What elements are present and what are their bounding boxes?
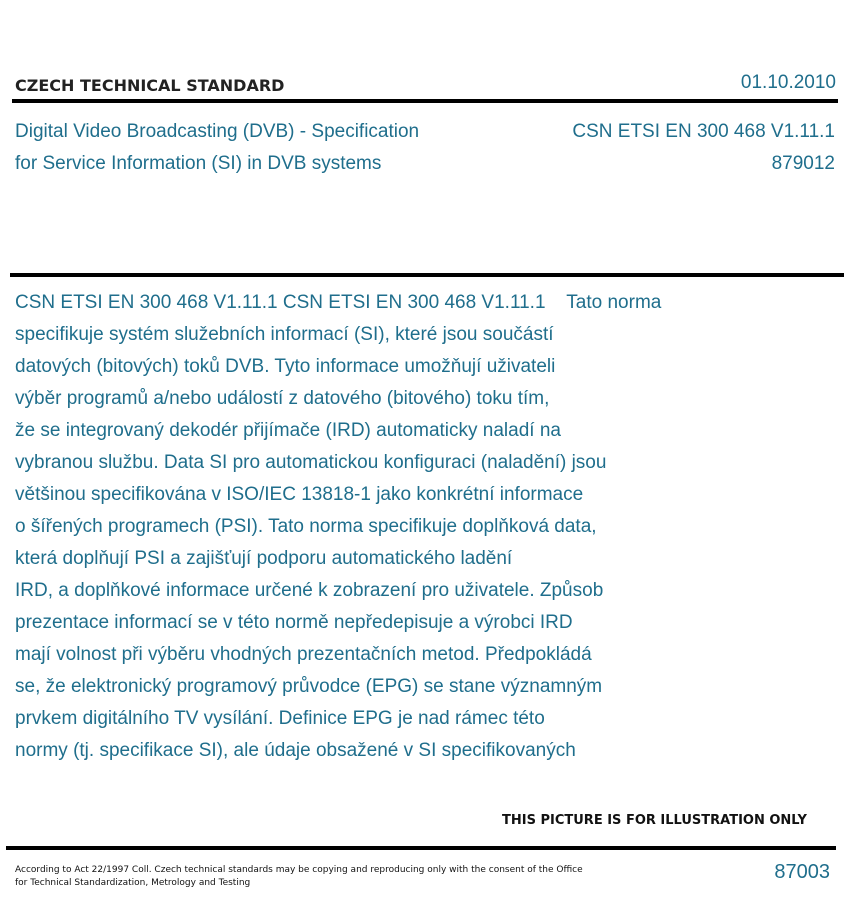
abstract-line: specifikuje systém služebních informací (SI), které jsou součástí — [15, 324, 554, 345]
abstract-line: výběr programů a/nebo událostí z datového (bitového) toku tím, — [15, 388, 550, 409]
document-title — [15, 116, 495, 180]
copyright-line: for Technical Standardization, Metrology and Testing — [15, 878, 251, 888]
abstract-line: prezentace informací se v této normě nepředepisuje a výrobci IRD — [15, 612, 573, 633]
abstract-line: vybranou službu. Data SI pro automatickou konfiguraci (naladění) jsou — [15, 452, 607, 473]
header-rule — [12, 99, 838, 103]
standard-identifier — [572, 116, 835, 180]
abstract-line: normy (tj. specifikace SI), ale údaje obsažené v SI specifikovaných — [15, 740, 576, 761]
illustration-notice: THIS PICTURE IS FOR ILLUSTRATION ONLY — [502, 813, 807, 828]
abstract-line: prvkem digitálního TV vysílání. Definice EPG je nad rámec této — [15, 708, 545, 729]
copyright-line: According to Act 22/1997 Coll. Czech technical standards may be copying and reproducing only with the consent of the Office — [15, 865, 583, 875]
footer-rule — [6, 846, 836, 850]
standard-code: CSN ETSI EN 300 468 V1.11.1 — [572, 121, 835, 142]
copyright-note — [15, 864, 595, 890]
section-rule — [10, 273, 844, 277]
abstract-line: se, že elektronický programový průvodce (EPG) se stane významným — [15, 676, 603, 697]
abstract-line: datových (bitových) toků DVB. Tyto informace umožňují uživateli — [15, 356, 556, 377]
footer-code: 87003 — [774, 861, 830, 883]
abstract-line: CSN ETSI EN 300 468 V1.11.1 CSN ETSI EN 300 468 V1.11.1 Tato norma — [15, 292, 662, 313]
abstract-text — [15, 287, 775, 767]
abstract-line: IRD, a doplňkové informace určené k zobrazení pro uživatele. Způsob — [15, 580, 604, 601]
abstract-line: že se integrovaný dekodér přijímače (IRD) automaticky naladí na — [15, 420, 561, 441]
standard-number: 879012 — [771, 153, 835, 174]
abstract-line: o šířených programech (PSI). Tato norma specifikuje doplňková data, — [15, 516, 597, 537]
abstract-line: mají volnost při výběru vhodných prezentačních metod. Předpokládá — [15, 644, 592, 665]
document-date: 01.10.2010 — [740, 72, 836, 93]
abstract-line: většinou specifikována v ISO/IEC 13818-1 jako konkrétní informace — [15, 484, 584, 505]
document-category: CZECH TECHNICAL STANDARD — [15, 76, 285, 95]
title-line: Digital Video Broadcasting (DVB) - Specification — [15, 121, 420, 142]
abstract-line: která doplňují PSI a zajišťují podporu automatického ladění — [15, 548, 513, 569]
title-line: for Service Information (SI) in DVB systems — [15, 153, 382, 174]
